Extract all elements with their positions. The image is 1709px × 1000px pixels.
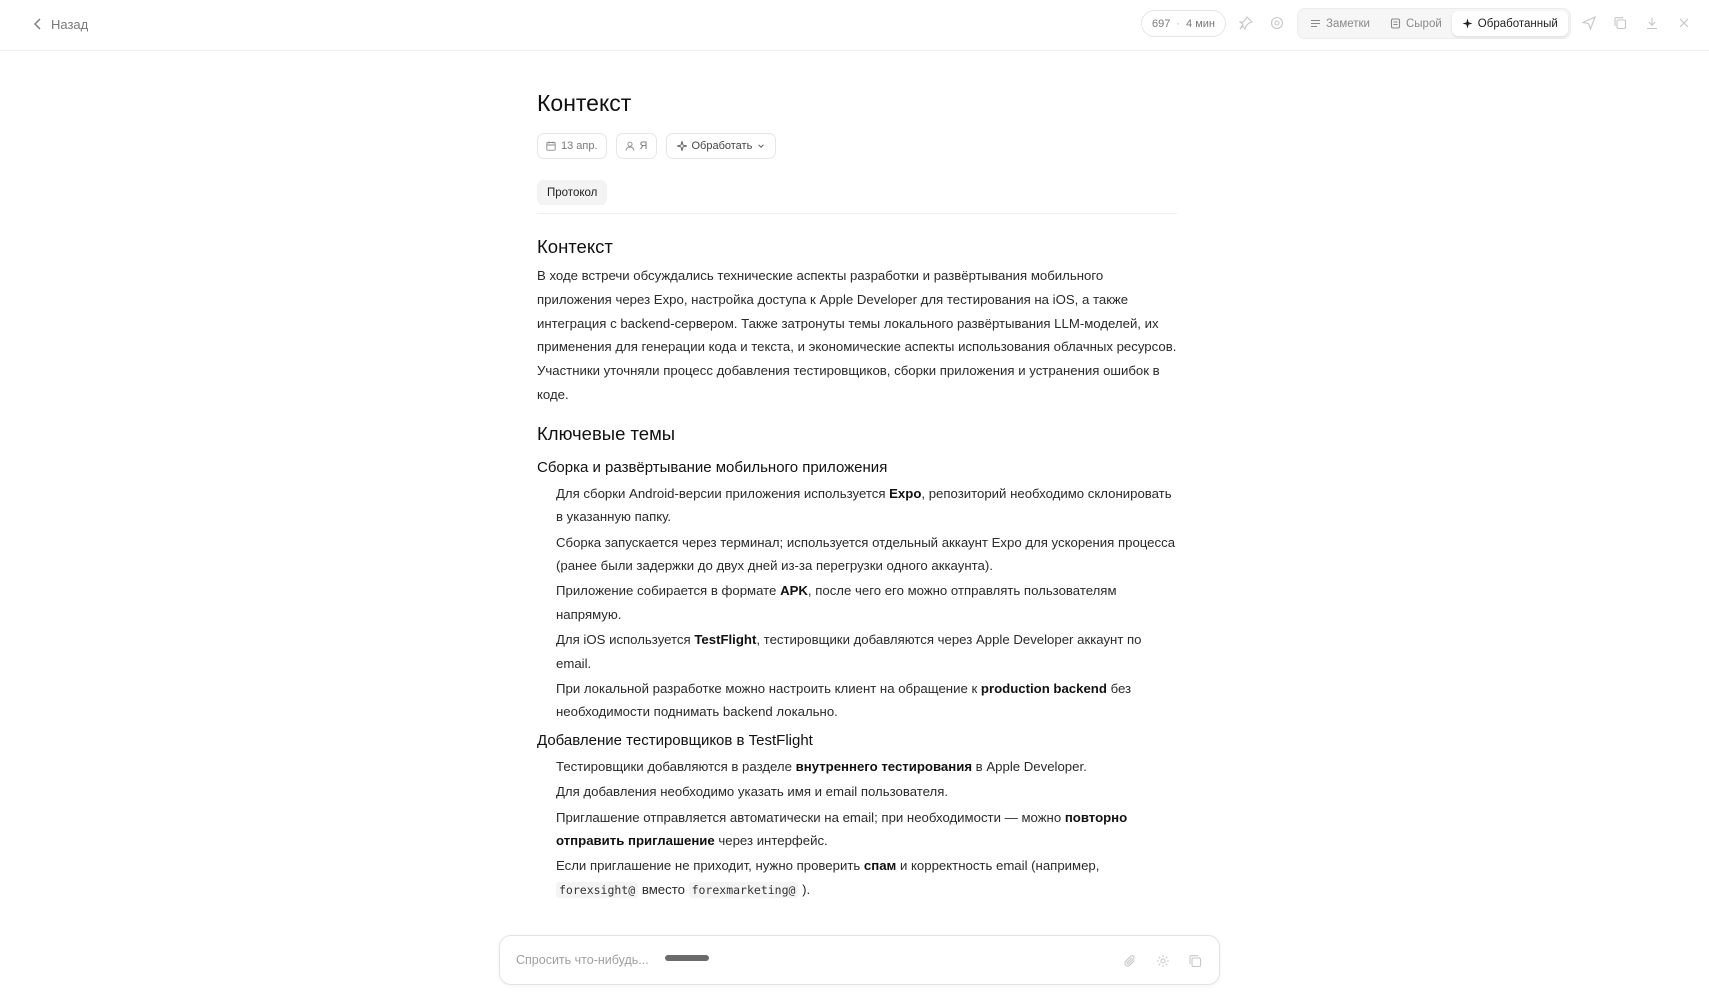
chevron-down-icon bbox=[757, 142, 765, 150]
settings-icon[interactable] bbox=[1155, 953, 1170, 968]
inline-code: forexmarketing@ bbox=[689, 882, 799, 898]
top-bar bbox=[0, 0, 1709, 51]
list-item: Тестировщики добавляются в разделе внутреннего тестирования в Apple Developer. bbox=[556, 758, 1087, 774]
calendar-icon bbox=[546, 141, 556, 151]
back-button[interactable] bbox=[33, 14, 88, 34]
view-mode-processed[interactable] bbox=[1452, 11, 1568, 36]
view-mode-raw[interactable] bbox=[1380, 11, 1452, 36]
view-mode-notes[interactable] bbox=[1300, 11, 1380, 36]
date-chip[interactable] bbox=[537, 133, 607, 159]
page-title: Контекст bbox=[537, 90, 632, 116]
download-icon[interactable] bbox=[1644, 15, 1660, 31]
list-item: Для iOS используется TestFlight, тестировщики добавляются через Apple Developer аккаунт по email. bbox=[556, 632, 1142, 671]
voice-indicator bbox=[665, 955, 709, 961]
copy-icon[interactable] bbox=[1187, 953, 1202, 968]
view-mode-label: Заметки bbox=[1326, 17, 1370, 30]
ask-input-bar[interactable] bbox=[499, 935, 1220, 985]
document-tabs bbox=[537, 180, 1177, 214]
list-item: Для добавления необходимо указать имя и email пользователя. bbox=[556, 784, 949, 800]
copy-icon[interactable] bbox=[1612, 15, 1628, 31]
pin-icon[interactable] bbox=[1238, 15, 1254, 31]
user-icon bbox=[625, 141, 635, 151]
tab-protocol[interactable]: Протокол bbox=[537, 180, 607, 205]
section-heading: Сборка и развёртывание мобильного приложения bbox=[537, 458, 888, 476]
view-mode-label: Обработанный bbox=[1477, 17, 1558, 30]
section-list bbox=[537, 755, 1177, 902]
process-label: Обработать bbox=[691, 140, 753, 152]
list-item: Для сборки Android-версии приложения используется Expo, репозиторий необходимо склонировать в указанную папку. bbox=[556, 485, 1172, 525]
close-icon[interactable] bbox=[1676, 15, 1692, 31]
context-paragraph: В ходе встречи обсуждались технические аспекты разработки и развёртывания мобильного приложения через Expo, настройка доступа к Apple Developer для тестирования на iOS, а также интеграция с backend-сервером. Также затронуты темы локального развёртывания LLM-моделей, их применения для генерации кода и текста, и экономические аспекты использования облачных ресурсов. Участники уточняли процесс добавления тестировщиков, сборки приложения и устранения ошибок в коде. bbox=[537, 268, 1177, 402]
back-label: Назад bbox=[51, 16, 89, 32]
view-mode-label: Сырой bbox=[1405, 17, 1442, 30]
list-item: При локальной разработке можно настроить клиент на обращение к production backend без необходимости поднимать backend локально. bbox=[556, 681, 1132, 720]
date-label: 13 апр. bbox=[561, 140, 598, 152]
topics-heading: Ключевые темы bbox=[537, 422, 676, 444]
context-heading: Контекст bbox=[537, 236, 613, 257]
author-chip[interactable] bbox=[616, 133, 657, 159]
separator-dot: · bbox=[1176, 17, 1181, 30]
view-mode-switcher bbox=[1297, 8, 1571, 39]
read-time: 4 мин bbox=[1186, 17, 1215, 30]
chevron-left-icon bbox=[33, 18, 43, 30]
list-item: Приглашение отправляется автоматически на email; при необходимости — можно повторно отправить приглашение через интерфейс. bbox=[556, 809, 1128, 849]
list-item: Сборка запускается через терминал; используется отдельный аккаунт Expo для ускорения процесса (ранее были задержки до двух дней из-за перегрузки одного аккаунта). bbox=[556, 534, 1176, 573]
section-list bbox=[537, 482, 1177, 724]
attach-icon[interactable] bbox=[1122, 953, 1137, 968]
send-icon[interactable] bbox=[1581, 15, 1597, 31]
sparkle-icon bbox=[677, 141, 687, 151]
list-icon bbox=[1310, 18, 1321, 29]
list-item: Если приглашение не приходит, нужно проверить спам и корректность email (например, forexsight@ вместо forexmarketing@ ). bbox=[556, 858, 1100, 897]
inline-code: forexsight@ bbox=[556, 882, 638, 898]
document-stats bbox=[1141, 10, 1226, 37]
section-heading: Добавление тестировщиков в TestFlight bbox=[537, 731, 813, 749]
author-label: Я bbox=[639, 140, 648, 152]
document-meta bbox=[537, 133, 1177, 159]
ask-input[interactable]: Спросить что-нибудь... bbox=[516, 953, 649, 967]
sparkle-icon bbox=[1462, 18, 1473, 29]
list-item: Приложение собирается в формате APK, после чего его можно отправлять пользователям напрямую. bbox=[556, 583, 1117, 622]
process-button[interactable] bbox=[666, 133, 777, 159]
word-count: 697 bbox=[1152, 17, 1171, 30]
target-icon[interactable] bbox=[1269, 15, 1285, 31]
raw-doc-icon bbox=[1390, 18, 1401, 29]
document-content bbox=[537, 86, 1177, 904]
